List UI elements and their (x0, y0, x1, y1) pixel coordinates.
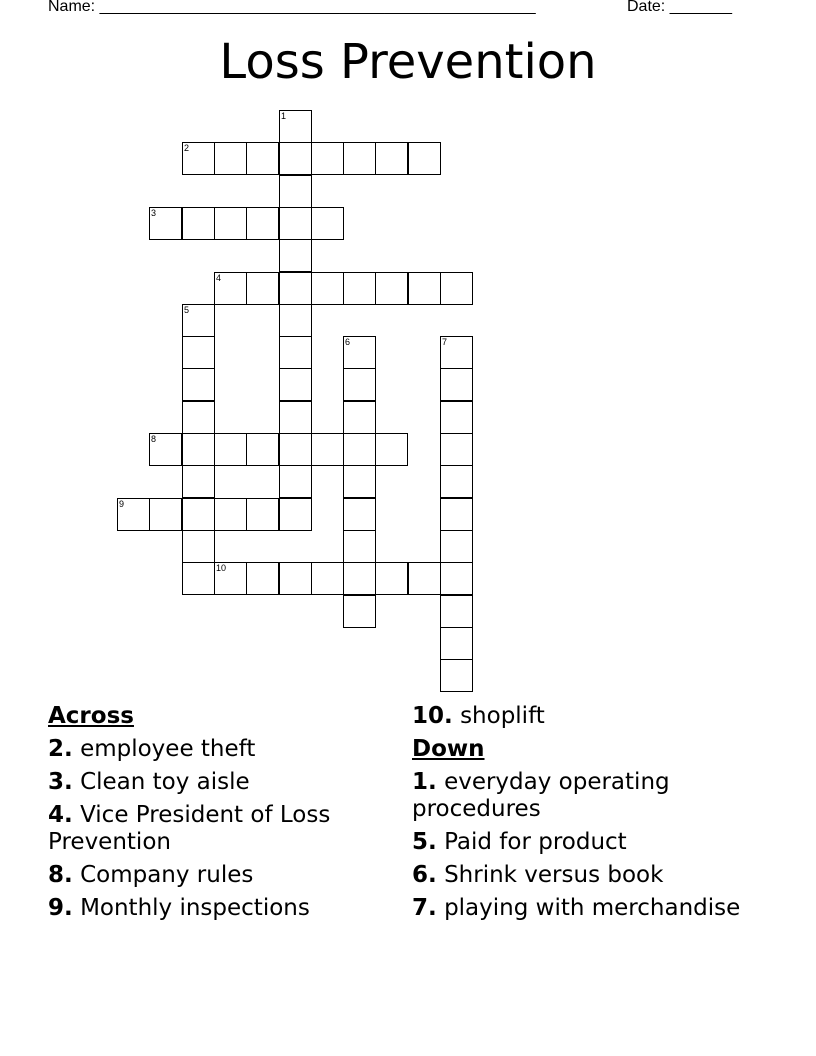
clue-down-1 (412, 769, 742, 823)
grid-cell[interactable] (311, 433, 344, 466)
grid-cell[interactable] (246, 142, 279, 175)
grid-cell[interactable] (117, 498, 150, 531)
grid-cell[interactable] (440, 659, 473, 692)
grid-cell[interactable] (440, 530, 473, 563)
grid-cell[interactable] (279, 239, 312, 272)
clue-number: 4. (48, 802, 73, 828)
grid-cell[interactable] (182, 207, 215, 240)
clue-across-3 (48, 769, 388, 796)
clue-number: 10. (412, 703, 453, 729)
grid-cell[interactable] (408, 272, 441, 305)
clue-down-5 (412, 829, 742, 856)
cell-number: 1 (281, 111, 287, 121)
clue-number: 2. (48, 736, 73, 762)
grid-cell[interactable] (343, 368, 376, 401)
grid-cell[interactable] (343, 465, 376, 498)
grid-cell[interactable] (440, 627, 473, 660)
grid-cell[interactable] (149, 207, 182, 240)
grid-cell[interactable] (408, 142, 441, 175)
grid-cell[interactable] (375, 562, 408, 595)
grid-cell[interactable] (279, 336, 312, 369)
cell-number: 4 (216, 273, 222, 283)
cell-number: 3 (151, 208, 157, 218)
grid-cell[interactable] (214, 207, 247, 240)
date-field: Date: _______ (627, 0, 732, 15)
clue-text: Shrink versus book (444, 862, 664, 888)
grid-cell[interactable] (182, 498, 215, 531)
cell-number: 6 (345, 337, 351, 347)
grid-cell[interactable] (214, 562, 247, 595)
across-heading: Across (48, 703, 134, 729)
grid-cell[interactable] (440, 433, 473, 466)
grid-cell[interactable] (343, 530, 376, 563)
grid-cell[interactable] (182, 142, 215, 175)
cell-number: 2 (184, 143, 190, 153)
grid-cell[interactable] (343, 142, 376, 175)
clue-number: 9. (48, 895, 73, 921)
grid-cell[interactable] (408, 562, 441, 595)
cell-number: 5 (184, 305, 190, 315)
grid-cell[interactable] (440, 401, 473, 434)
grid-cell[interactable] (279, 368, 312, 401)
grid-cell[interactable] (214, 498, 247, 531)
grid-cell[interactable] (279, 498, 312, 531)
grid-cell[interactable] (182, 401, 215, 434)
clue-across-9 (48, 895, 388, 922)
grid-cell[interactable] (246, 207, 279, 240)
cell-number: 10 (216, 563, 227, 573)
grid-cell[interactable] (214, 433, 247, 466)
grid-cell[interactable] (182, 433, 215, 466)
clue-across-10 (412, 703, 742, 730)
grid-cell[interactable] (343, 272, 376, 305)
grid-cell[interactable] (375, 272, 408, 305)
grid-cell[interactable] (343, 498, 376, 531)
clue-down-6 (412, 862, 742, 889)
grid-cell[interactable] (311, 562, 344, 595)
clue-across-4 (48, 802, 388, 856)
clue-text: Company rules (80, 862, 254, 888)
clue-number: 1. (412, 769, 437, 795)
name-field: Name: _________________________________________________ (48, 0, 536, 15)
grid-cell[interactable] (279, 465, 312, 498)
grid-cell[interactable] (246, 433, 279, 466)
clue-text: shoplift (460, 703, 545, 729)
grid-cell[interactable] (311, 142, 344, 175)
grid-cell[interactable] (375, 142, 408, 175)
clues-right-column (412, 703, 742, 928)
grid-cell[interactable] (214, 272, 247, 305)
grid-cell[interactable] (279, 401, 312, 434)
grid-cell[interactable] (149, 433, 182, 466)
grid-cell[interactable] (343, 562, 376, 595)
grid-cell[interactable] (279, 110, 312, 143)
clue-number: 3. (48, 769, 73, 795)
grid-cell[interactable] (279, 272, 312, 305)
grid-cell[interactable] (149, 498, 182, 531)
cell-number: 7 (442, 337, 448, 347)
clue-text: Monthly inspections (80, 895, 310, 921)
clues-left-column (48, 703, 388, 928)
grid-cell[interactable] (279, 562, 312, 595)
grid-cell[interactable] (343, 401, 376, 434)
grid-cell[interactable] (311, 207, 344, 240)
grid-cell[interactable] (440, 562, 473, 595)
down-heading: Down (412, 736, 485, 762)
grid-cell[interactable] (440, 465, 473, 498)
grid-cell[interactable] (182, 336, 215, 369)
page-title: Loss Prevention (219, 34, 597, 90)
grid-cell[interactable] (343, 595, 376, 628)
grid-cell[interactable] (246, 272, 279, 305)
grid-cell[interactable] (279, 304, 312, 337)
grid-cell[interactable] (182, 368, 215, 401)
grid-cell[interactable] (440, 595, 473, 628)
grid-cell[interactable] (440, 368, 473, 401)
grid-cell[interactable] (246, 562, 279, 595)
grid-cell[interactable] (343, 336, 376, 369)
clue-text: everyday operating procedures (412, 769, 670, 822)
clue-across-8 (48, 862, 388, 889)
grid-cell[interactable] (375, 433, 408, 466)
clue-text: Clean toy aisle (80, 769, 250, 795)
grid-cell[interactable] (182, 465, 215, 498)
clue-down-7 (412, 895, 742, 922)
grid-cell[interactable] (182, 530, 215, 563)
grid-cell[interactable] (279, 207, 312, 240)
grid-cell[interactable] (440, 498, 473, 531)
clue-text: employee theft (80, 736, 256, 762)
grid-cell[interactable] (343, 433, 376, 466)
grid-cell[interactable] (279, 175, 312, 208)
clue-number: 7. (412, 895, 437, 921)
grid-cell[interactable] (182, 304, 215, 337)
grid-cell[interactable] (440, 336, 473, 369)
grid-cell[interactable] (279, 142, 312, 175)
grid-cell[interactable] (279, 433, 312, 466)
grid-cell[interactable] (311, 272, 344, 305)
clue-text: Paid for product (444, 829, 627, 855)
grid-cell[interactable] (246, 498, 279, 531)
clue-text: Vice President of Loss Prevention (48, 802, 331, 855)
clue-number: 5. (412, 829, 437, 855)
cell-number: 9 (119, 499, 125, 509)
clue-text: playing with merchandise (444, 895, 741, 921)
grid-cell[interactable] (214, 142, 247, 175)
clue-number: 8. (48, 862, 73, 888)
cell-number: 8 (151, 434, 157, 444)
clue-number: 6. (412, 862, 437, 888)
clue-across-2 (48, 736, 388, 763)
grid-cell[interactable] (440, 272, 473, 305)
grid-cell[interactable] (182, 562, 215, 595)
